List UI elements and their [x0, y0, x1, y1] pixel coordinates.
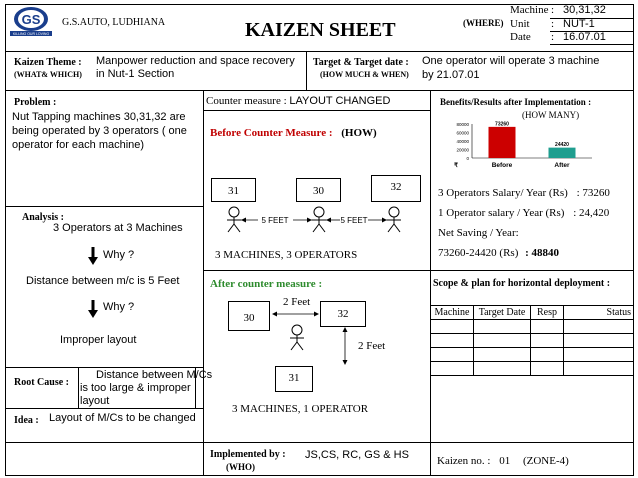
table-cell[interactable]: [531, 348, 564, 362]
before-row: [210, 127, 377, 139]
data-label: 73260: [495, 121, 509, 128]
table-cell[interactable]: [531, 334, 564, 348]
table-row[interactable]: [431, 320, 634, 334]
implemented-label: Implemented by :: [210, 449, 286, 460]
root-cause-line-3: layout: [80, 395, 110, 407]
analysis-why-2: Why ?: [103, 301, 135, 313]
benefits-chart: [442, 118, 602, 176]
problem-text: Nut Tapping machines 30,31,32 are being operated by 3 operators ( one operator for each machine): [12, 111, 187, 151]
kaizen-zone: (ZONE-4): [522, 455, 569, 467]
benefit-line: [438, 187, 628, 199]
benefit-line-label: 3 Operators Salary/ Year (Rs): [438, 187, 568, 199]
header-field-machine: [510, 4, 635, 18]
table-cell[interactable]: [564, 334, 634, 348]
benefit-line-label: 1 Operator salary / Year (Rs): [438, 207, 565, 219]
benefit-line-value: : 73260: [576, 187, 610, 199]
implemented-value: JS,CS, RC, GS & HS: [305, 449, 409, 461]
operator-icon: [290, 325, 304, 350]
table-cell[interactable]: [474, 334, 531, 348]
counter-bottom-line: [203, 110, 430, 111]
target-line-2: by 21.07.01: [422, 69, 480, 81]
down-arrow-icon: [88, 300, 98, 323]
problem-label: Problem :: [14, 97, 57, 108]
before-gap-label-1: 5 FEET: [261, 216, 289, 225]
after-layout-diagram: [203, 290, 430, 370]
table-cell[interactable]: [474, 320, 531, 334]
date-colon: :: [551, 31, 555, 43]
operator-icon: [227, 207, 241, 232]
analysis-step-2: Distance between m/c is 5 Feet: [26, 275, 180, 287]
benefit-line: [438, 207, 628, 219]
counter-measure-row: [206, 95, 390, 107]
operator-icon: [312, 207, 326, 232]
data-label: 24420: [555, 142, 569, 149]
after-gap-label-2: 2 Feet: [358, 340, 386, 352]
bar-after: [549, 148, 576, 158]
analysis-step-3: Improper layout: [60, 334, 137, 346]
table-cell[interactable]: [431, 334, 474, 348]
after-caption: 3 MACHINES, 1 OPERATOR: [232, 403, 369, 415]
benefits-how-many: (HOW MANY): [522, 110, 580, 120]
after-label: After counter measure :: [210, 278, 323, 290]
distance-arrow: [273, 314, 345, 364]
x-tick-label: Before: [491, 162, 513, 169]
date-label: Date: [510, 31, 531, 43]
scope-table: [430, 305, 634, 376]
before-caption: 3 MACHINES, 3 OPERATORS: [215, 249, 358, 261]
scope-col-status: Status: [564, 306, 634, 320]
problem-bottom-line: [5, 206, 203, 207]
y-tick-label: 0: [466, 156, 469, 161]
y-tick-label: 80000: [456, 122, 469, 127]
table-cell[interactable]: [431, 348, 474, 362]
bar-before: [489, 127, 516, 158]
unit-colon: :: [551, 18, 555, 30]
theme-label: Kaizen Theme :: [14, 57, 82, 68]
machine-box: [371, 175, 421, 202]
down-arrow-icon: [88, 247, 98, 270]
machine-label: 32: [390, 181, 402, 193]
machine-colon: :: [551, 4, 555, 16]
target-sublabel: (HOW MUCH & WHEN): [320, 70, 409, 79]
before-how: (HOW): [341, 127, 377, 139]
theme-line-1: Manpower reduction and space recovery: [96, 55, 295, 67]
before-gap-label-2: 5 FEET: [340, 216, 368, 225]
theme-target-divider: [306, 51, 307, 90]
y-tick-label: 60000: [456, 130, 469, 136]
target-line-1: One operator will operate 3 machine: [422, 55, 600, 67]
logo-text: GS: [21, 12, 41, 27]
machine-label: 31: [228, 185, 239, 197]
machine-value: 30,31,32: [563, 4, 606, 16]
implemented-sublabel: (WHO): [226, 462, 255, 472]
scope-header-row: [431, 306, 634, 320]
root-cause-bottom-line: [5, 408, 203, 409]
table-cell[interactable]: [431, 320, 474, 334]
y-tick-label: 20000: [456, 147, 469, 153]
scope-col-resp: Resp: [531, 306, 564, 320]
counter-value: LAYOUT CHANGED: [289, 95, 391, 107]
analysis-step-1: 3 Operators at 3 Machines: [53, 222, 183, 234]
before-label: Before Counter Measure :: [210, 127, 333, 139]
table-cell[interactable]: [564, 348, 634, 362]
idea-text: Layout of M/Cs to be changed: [49, 412, 196, 424]
benefit-line: [438, 227, 628, 239]
table-cell[interactable]: [564, 362, 634, 376]
header-divider-3: [550, 44, 634, 45]
logo-subtext: KILLING OUR LOVING: [12, 32, 50, 36]
table-row[interactable]: [431, 362, 634, 376]
company-logo: [9, 6, 53, 36]
footer-right-divider: [430, 442, 431, 476]
table-cell[interactable]: [474, 362, 531, 376]
header-field-date: [510, 31, 635, 45]
operator-icon: [387, 207, 401, 232]
x-tick-label: After: [554, 162, 570, 169]
machine-label: 30: [313, 185, 324, 197]
before-layout-diagram: [203, 200, 430, 245]
kaizen-no-label: Kaizen no. :: [437, 455, 491, 467]
middle-right-divider: [430, 90, 431, 442]
before-bottom-line: [203, 270, 430, 271]
root-cause-line-2: is too large & improper: [80, 382, 191, 394]
unit-value: NUT-1: [563, 18, 595, 30]
unit-label: Unit: [510, 18, 530, 30]
machine-label: 30: [243, 312, 255, 324]
header-field-unit: [510, 18, 635, 32]
where-label: (WHERE): [463, 18, 504, 28]
scope-label: Scope & plan for horizontal deployment :: [433, 278, 611, 289]
table-cell[interactable]: [474, 348, 531, 362]
table-row[interactable]: [431, 334, 634, 348]
table-cell[interactable]: [564, 320, 634, 334]
root-cause-line-1: Distance between M/Cs: [96, 369, 213, 381]
benefits-label: Benefits/Results after Implementation :: [440, 97, 592, 107]
target-label: Target & Target date :: [313, 57, 409, 68]
footer-top-line: [5, 442, 634, 443]
machine-label: 32: [337, 308, 349, 320]
machine-box: [211, 178, 256, 202]
theme-bottom-line: [5, 90, 634, 91]
kaizen-no-row: [437, 455, 569, 467]
root-cause-label: Root Cause :: [14, 377, 69, 388]
header-bottom-line: [5, 51, 634, 52]
organization-name: G.S.AUTO, LUDHIANA: [62, 17, 166, 28]
net-saving-value: : 48840: [525, 247, 560, 259]
y-tick-label: 40000: [456, 139, 469, 144]
table-cell[interactable]: [531, 362, 564, 376]
benefits-chart-svg: [442, 118, 602, 176]
table-row[interactable]: [431, 348, 634, 362]
currency-icon: ₹: [454, 163, 458, 169]
idea-label: Idea :: [14, 415, 39, 426]
benefits-bottom-line: [430, 270, 634, 271]
net-saving-row: [438, 247, 559, 259]
sheet-title: KAIZEN SHEET: [245, 19, 396, 41]
machine-label: Machine: [510, 4, 549, 16]
benefit-line-label: Net Saving / Year:: [438, 227, 519, 239]
after-gap-label-1: 2 Feet: [283, 296, 311, 308]
scope-col-target-date: Target Date: [474, 306, 531, 320]
net-saving-calc: 73260-24420 (Rs): [438, 247, 519, 259]
kaizen-no-value: 01: [499, 455, 511, 467]
theme-sublabel: (WHAT& WHICH): [14, 70, 82, 79]
table-cell[interactable]: [531, 320, 564, 334]
counter-label: Counter measure :: [206, 95, 287, 107]
analysis-why-1: Why ?: [103, 249, 135, 261]
machine-box: [296, 178, 341, 202]
date-value: 16.07.01: [563, 31, 606, 43]
theme-line-2: in Nut-1 Section: [96, 68, 175, 80]
machine-label: 31: [288, 372, 300, 384]
table-cell[interactable]: [431, 362, 474, 376]
analysis-label: Analysis :: [22, 212, 64, 223]
left-column-divider: [203, 90, 204, 442]
benefit-line-value: : 24,420: [573, 207, 610, 219]
footer-left-divider: [203, 442, 204, 476]
scope-col-machine: Machine: [431, 306, 474, 320]
